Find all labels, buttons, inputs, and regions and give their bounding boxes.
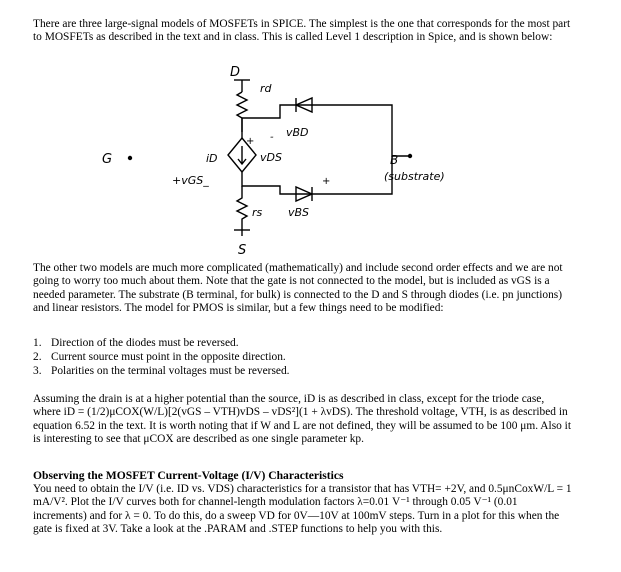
vds-plus: +	[246, 136, 255, 147]
task-paragraph: You need to obtain the I/V (i.e. ID vs. VDS) characteristics for a transistor that has VTH= +2V, and 0.5μnCoxW/L = 1 mA/V². Plot the I/V curves both for channel-length modulation factors λ=0.01 V⁻¹ through 0.05 V⁻¹ (0.01 increments) and for λ = 0. To do this, do a sweep VD for 0V—10V at 100mV steps. Turn in a plot for this when the gate is fixed at 3V. Take a look at the .PARAM and .STEP functions to help you with this.	[33, 483, 572, 536]
source-label: S	[238, 243, 247, 258]
rs-resistor	[237, 186, 247, 230]
gate-label: G	[102, 152, 113, 167]
mosfet-level1-circuit-diagram	[90, 58, 520, 258]
vds-label: vDS	[260, 151, 282, 164]
vbd-label: vBD	[286, 126, 309, 139]
drain-label: D	[230, 65, 241, 80]
list-item: 2. Current source must point in the opposite direction.	[33, 351, 286, 363]
id-label: iD	[206, 152, 218, 165]
drain-paragraph: Assuming the drain is at a higher potential than the source, iD is as described in class, except for the triode case, where iD = (1/2)μCOX(W/L)[2(vGS – VTH)vDS – vDS²](1 + λvDS). The threshold voltage, VTH, is as described in equation 6.52 in the text. It is worth noting that if W and L are not defined, they will be assumed to be 100 μm. Also it is interesting to see that μCOX are described as one single parameter kp.	[33, 393, 572, 446]
intro-paragraph: There are three large-signal models of MOSFETs in SPICE. The simplest is the one that corresponds for the most part to MOSFETs as described in the text and in class. This is called Level 1 description in Spice, and is shown below:	[33, 18, 571, 44]
vgs-label: +vGS_	[172, 174, 209, 187]
substrate-dot	[408, 154, 412, 158]
circuit-svg	[90, 58, 520, 258]
vbd-minus: -	[270, 132, 274, 143]
models-paragraph: The other two models are much more complicated (mathematically) and include second order effects and we are not going to worry too much about them. Note that the gate is not connected to the model, but is included as vGS is a needed parameter. The substrate (B terminal, for bulk) is connected to the D and S through diodes (i.e. pn junctions) and linear resistors. The model for PMOS is similar, but a few things need to be modified:	[33, 262, 563, 315]
list-item: 3. Polarities on the terminal voltages must be reversed.	[33, 365, 290, 377]
b-label: B	[390, 153, 399, 167]
rd-label: rd	[260, 82, 272, 95]
current-source-arrow	[238, 146, 246, 164]
section-heading: Observing the MOSFET Current-Voltage (I/V) Characteristics	[33, 469, 344, 482]
gate-dot	[128, 156, 132, 160]
modifications-list	[33, 336, 573, 378]
substrate-label: (substrate)	[384, 170, 445, 183]
top-wire	[242, 105, 410, 156]
vbs-label: vBS	[288, 206, 310, 219]
list-item: 1. Direction of the diodes must be reversed.	[33, 337, 239, 349]
rs-label: rs	[252, 206, 263, 219]
vbs-plus: +	[322, 176, 331, 187]
